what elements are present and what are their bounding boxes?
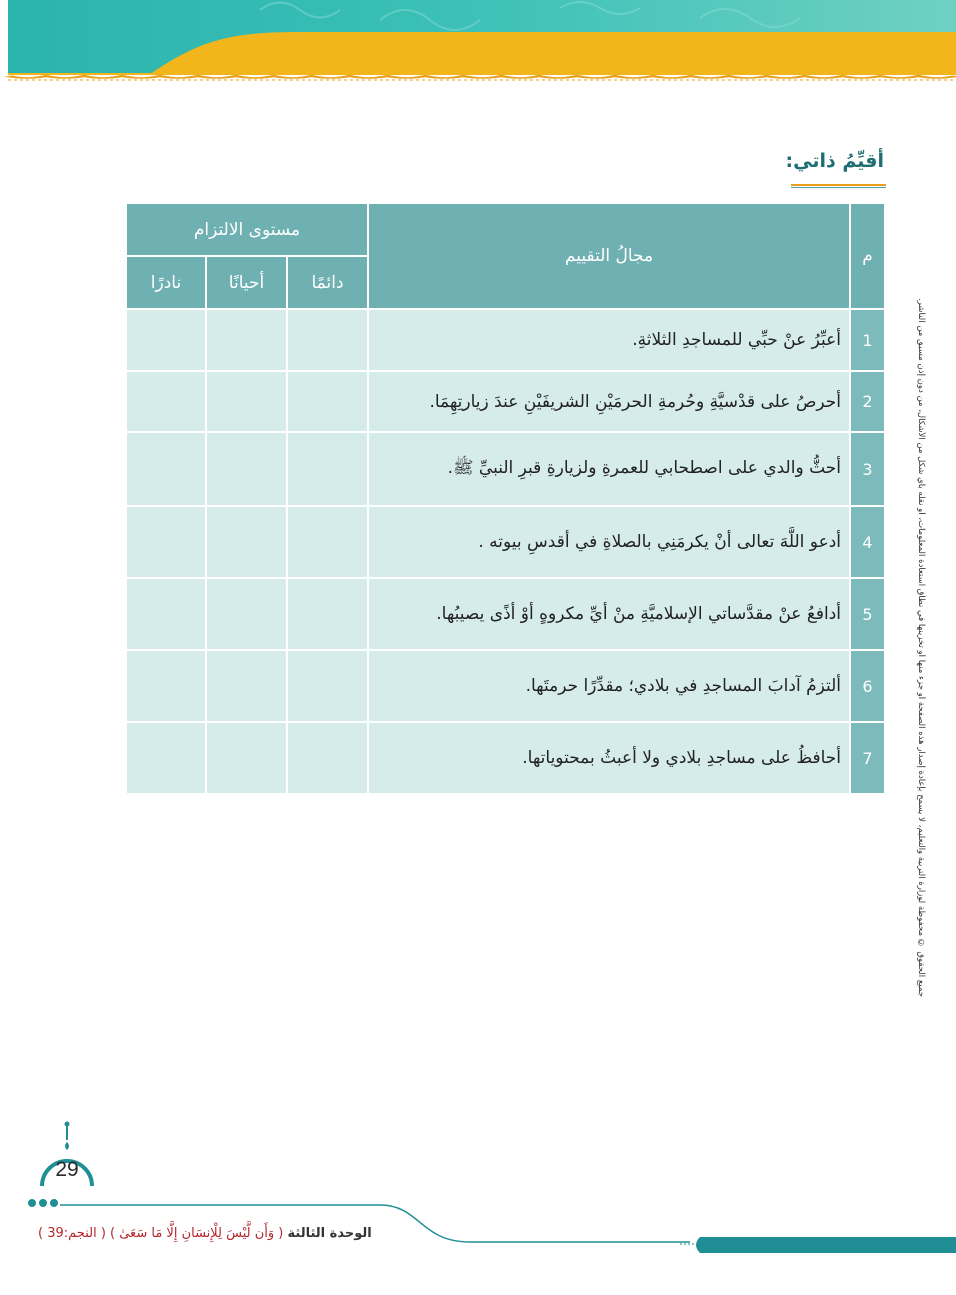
cell-sometimes[interactable] <box>206 650 287 722</box>
cell-always[interactable] <box>287 371 368 432</box>
table-row <box>126 371 885 432</box>
cell-rarely[interactable] <box>126 432 206 506</box>
header-always: دائمًا <box>287 256 368 309</box>
header-commitment-level: مستوى الالتزام <box>126 203 368 256</box>
row-number: 1 <box>850 309 885 371</box>
row-number: 5 <box>850 578 885 650</box>
table-row <box>126 432 885 506</box>
cell-rarely[interactable] <box>126 578 206 650</box>
cell-sometimes[interactable] <box>206 578 287 650</box>
title-underline <box>791 184 886 189</box>
row-number: 2 <box>850 371 885 432</box>
cell-sometimes[interactable] <box>206 506 287 578</box>
cell-rarely[interactable] <box>126 371 206 432</box>
table-row <box>126 506 885 578</box>
cell-always[interactable] <box>287 578 368 650</box>
cell-sometimes[interactable] <box>206 722 287 794</box>
cell-rarely[interactable] <box>126 650 206 722</box>
header-rarely: نادرًا <box>126 256 206 309</box>
table-row <box>126 722 885 794</box>
verse-text: ( وَأَن لَّيْسَ لِلْإِنسَانِ إِلَّا مَا سَعَىٰ ) ( النجم:39 ) <box>38 1226 284 1241</box>
cell-rarely[interactable] <box>126 309 206 371</box>
self-assessment-table <box>125 202 886 795</box>
row-statement: أحافظُ على مساجدِ بلادي ولا أعبثُ بمحتوياتها. <box>368 722 850 794</box>
cell-always[interactable] <box>287 506 368 578</box>
header-sometimes: أحيانًا <box>206 256 287 309</box>
row-statement: ألتزمُ آدابَ المساجدِ في بلادي؛ مقدِّرًا حرمتَها. <box>368 650 850 722</box>
header-number: م <box>850 203 885 309</box>
row-number: 3 <box>850 432 885 506</box>
page-number: 29 <box>55 1158 79 1181</box>
table-row <box>126 650 885 722</box>
row-statement: أعبِّرُ عنْ حبِّي للمساجدِ الثلاثةِ. <box>368 309 850 371</box>
row-statement: أدعو اللَّهَ تعالى أنْ يكرمَنِي بالصلاةِ في أقدسِ بيوته . <box>368 506 850 578</box>
table-row <box>126 309 885 371</box>
cell-sometimes[interactable] <box>206 309 287 371</box>
row-number: 6 <box>850 650 885 722</box>
cell-rarely[interactable] <box>126 722 206 794</box>
cell-always[interactable] <box>287 722 368 794</box>
cell-always[interactable] <box>287 309 368 371</box>
cell-sometimes[interactable] <box>206 371 287 432</box>
cell-always[interactable] <box>287 432 368 506</box>
row-statement: أدافعُ عنْ مقدَّساتي الإسلاميَّةِ منْ أيِّ مكروهٍ أوْ أذًى يصيبُها. <box>368 578 850 650</box>
cell-always[interactable] <box>287 650 368 722</box>
cell-rarely[interactable] <box>126 506 206 578</box>
table-row <box>126 578 885 650</box>
copyright-note: جميع الحقوق © محفوظة لوزارة التربية والتعليم، لا يسمح بإعادة إصدار هذه الصفحة أو جزء منها أو تخزينها في نطاق استعادة المعلومات، أو نقله بأي شكل من الأشكال، من دون إذن مسبق من الناشر. <box>916 297 926 997</box>
cell-sometimes[interactable] <box>206 432 287 506</box>
footer-caption <box>38 1226 372 1241</box>
header-domain: مجالُ التقييم <box>368 203 850 309</box>
row-number: 7 <box>850 722 885 794</box>
top-banner <box>0 0 956 90</box>
unit-label: الوحدة الثالثة <box>287 1226 372 1241</box>
footer-decoration <box>0 1120 956 1295</box>
row-statement: أحرصُ على قدْسيَّةِ وحُرمةِ الحرمَيْنِ الشريفَيْنِ عندَ زيارتِهِمَا. <box>368 371 850 432</box>
row-statement: أحثُّ والدي على اصطحابي للعمرةِ ولزيارةِ قبرِ النبيِّ ﷺ. <box>368 432 850 506</box>
section-title: أقيِّمُ ذاتي: <box>785 150 884 172</box>
row-number: 4 <box>850 506 885 578</box>
